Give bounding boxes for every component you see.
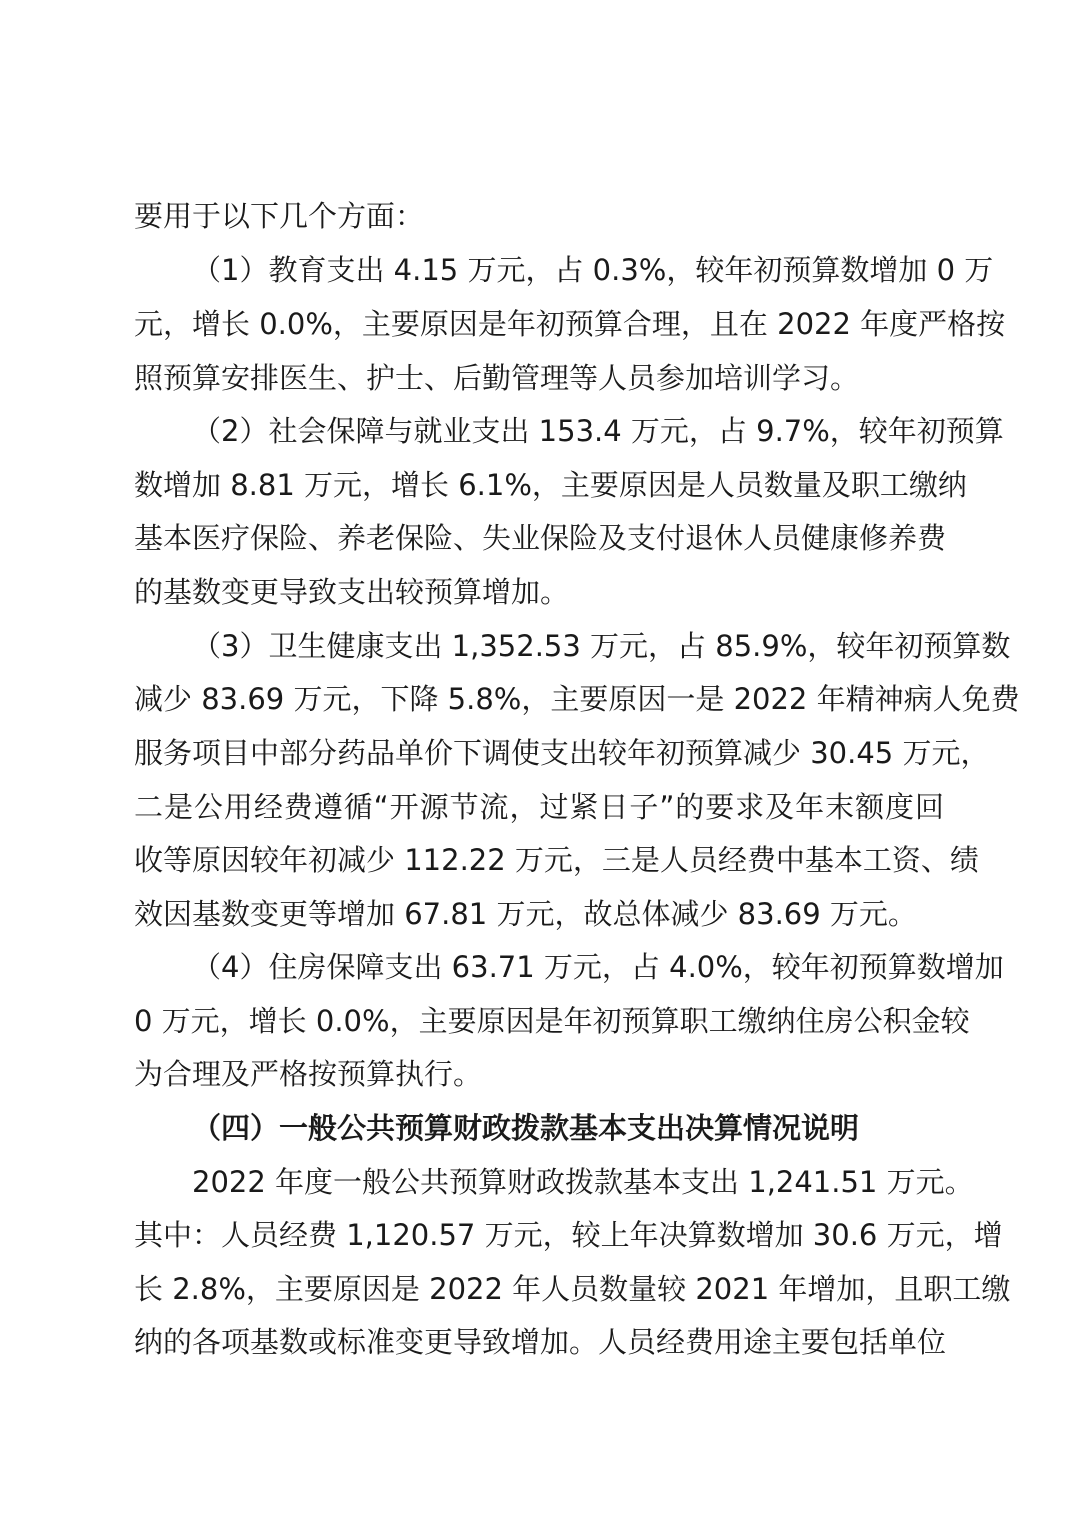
text-line: （1）教育支出 4.15 万元，占 0.3%，较年初预算数增加 0 万	[192, 253, 994, 287]
text-line: 的基数变更导致支出较预算增加。	[134, 575, 570, 609]
text-line: （4）住房保障支出 63.71 万元，占 4.0%，较年初预算数增加	[192, 950, 1004, 984]
text-line: 服务项目中部分药品单价下调使支出较年初预算减少 30.45 万元，	[134, 736, 990, 770]
text-line: （3）卫生健康支出 1,352.53 万元，占 85.9%，较年初预算数	[192, 629, 1011, 663]
text-line: 纳的各项基数或标准变更导致增加。人员经费用途主要包括单位	[134, 1325, 947, 1359]
text-line: 要用于以下几个方面：	[134, 199, 425, 233]
text-line: 效因基数变更等增加 67.81 万元，故总体减少 83.69 万元。	[134, 897, 917, 931]
text-line: 基本医疗保险、养老保险、失业保险及支付退休人员健康修养费	[134, 521, 947, 555]
text-line: 长 2.8%，主要原因是 2022 年人员数量较 2021 年增加，且职工缴	[134, 1272, 1011, 1306]
text-line: 其中：人员经费 1,120.57 万元，较上年决算数增加 30.6 万元，增	[134, 1218, 1003, 1252]
text-line: （2）社会保障与就业支出 153.4 万元，占 9.7%，较年初预算	[192, 414, 1004, 448]
text-line: 数增加 8.81 万元，增长 6.1%，主要原因是人员数量及职工缴纳	[134, 468, 967, 502]
text-line: 减少 83.69 万元，下降 5.8%，主要原因一是 2022 年精神病人免费	[134, 682, 1020, 716]
text-line: 0 万元，增长 0.0%，主要原因是年初预算职工缴纳住房公积金较	[134, 1004, 970, 1038]
text-line: 元，增长 0.0%，主要原因是年初预算合理，且在 2022 年度严格按	[134, 307, 1006, 341]
text-line: 二是公用经费遵循“开源节流，过紧日子”的要求及年末额度回	[134, 790, 944, 824]
text-line: 2022 年度一般公共预算财政拨款基本支出 1,241.51 万元。	[192, 1165, 974, 1199]
section-heading: （四）一般公共预算财政拨款基本支出决算情况说明	[192, 1111, 860, 1145]
text-line: 收等原因较年初减少 112.22 万元，三是人员经费中基本工资、绩	[134, 843, 979, 877]
text-line: 为合理及严格按预算执行。	[134, 1057, 483, 1091]
text-line: 照预算安排医生、护士、后勤管理等人员参加培训学习。	[134, 361, 860, 395]
